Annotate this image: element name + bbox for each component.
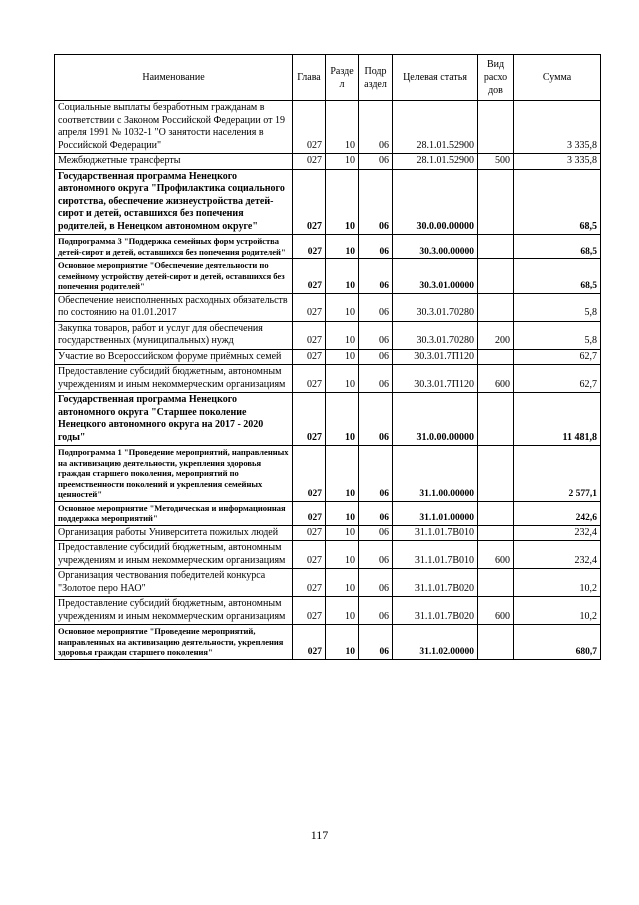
row-razdel: 10 [326, 541, 359, 569]
header-name: Наименование [55, 55, 293, 101]
row-sum: 10,2 [514, 597, 601, 625]
row-expense-type [478, 235, 514, 259]
row-target-article: 30.3.01.7П120 [393, 365, 478, 393]
row-razdel: 10 [326, 569, 359, 597]
row-razdel: 10 [326, 625, 359, 660]
header-podrazdel: Подр аздел [359, 55, 393, 101]
header-target-article: Целевая статья [393, 55, 478, 101]
row-razdel: 10 [326, 501, 359, 525]
row-expense-type: 500 [478, 154, 514, 170]
row-expense-type: 200 [478, 321, 514, 349]
row-podrazdel: 06 [359, 259, 393, 294]
row-name: Организация чествования победителей конкурса "Золотое перо НАО" [55, 569, 293, 597]
row-razdel: 10 [326, 154, 359, 170]
row-glava: 027 [293, 365, 326, 393]
row-name: Государственная программа Ненецкого автономного округа "Старшее поколение Ненецкого автономного округа на 2017 - 2020 годы" [55, 393, 293, 446]
row-expense-type [478, 501, 514, 525]
row-sum: 10,2 [514, 569, 601, 597]
row-razdel: 10 [326, 393, 359, 446]
row-name: Основное мероприятие "Обеспечение деятельности по семейному устройству детей-сирот и детей, оставшихся без попечения родителей" [55, 259, 293, 294]
row-name: Социальные выплаты безработным гражданам в соответствии с Законом Российской Федерации от 19 апреля 1991 № 1032-1 "О занятости населения в Российской Федерации" [55, 101, 293, 154]
row-target-article: 30.3.01.70280 [393, 293, 478, 321]
row-podrazdel: 06 [359, 525, 393, 541]
row-razdel: 10 [326, 169, 359, 235]
row-sum: 5,8 [514, 293, 601, 321]
row-glava: 027 [293, 625, 326, 660]
row-sum: 232,4 [514, 525, 601, 541]
row-podrazdel: 06 [359, 293, 393, 321]
table-row [55, 235, 601, 259]
row-podrazdel: 06 [359, 321, 393, 349]
row-glava: 027 [293, 541, 326, 569]
header-sum: Сумма [514, 55, 601, 101]
row-razdel: 10 [326, 259, 359, 294]
table-row [55, 625, 601, 660]
row-expense-type [478, 169, 514, 235]
table-row [55, 169, 601, 235]
row-sum: 68,5 [514, 259, 601, 294]
row-glava: 027 [293, 349, 326, 365]
row-name: Основное мероприятие "Методическая и информационная поддержка мероприятий" [55, 501, 293, 525]
row-podrazdel: 06 [359, 569, 393, 597]
row-sum: 68,5 [514, 169, 601, 235]
row-expense-type [478, 569, 514, 597]
row-name: Организация работы Университета пожилых людей [55, 525, 293, 541]
row-target-article: 28.1.01.52900 [393, 101, 478, 154]
row-razdel: 10 [326, 525, 359, 541]
header-row [55, 55, 601, 101]
row-glava: 027 [293, 101, 326, 154]
row-podrazdel: 06 [359, 235, 393, 259]
row-sum: 242,6 [514, 501, 601, 525]
row-podrazdel: 06 [359, 446, 393, 502]
table-row [55, 293, 601, 321]
row-expense-type: 600 [478, 597, 514, 625]
table-row [55, 393, 601, 446]
row-name: Государственная программа Ненецкого автономного округа "Профилактика социального сиротства, обеспечение жизнеустройства детей-сирот и детей, оставшихся без попечения родителей, в Ненецком автономном округе" [55, 169, 293, 235]
row-target-article: 31.1.01.00000 [393, 501, 478, 525]
row-name: Основное мероприятие "Проведение мероприятий, направленных на активизацию деятельности, укрепления здоровья граждан старшего поколения" [55, 625, 293, 660]
row-name: Подпрограмма 3 "Поддержка семейных форм устройства детей-сирот и детей, оставшихся без попечения родителей" [55, 235, 293, 259]
page-number: 117 [310, 828, 329, 842]
row-podrazdel: 06 [359, 365, 393, 393]
row-expense-type [478, 625, 514, 660]
row-expense-type: 600 [478, 365, 514, 393]
row-expense-type: 600 [478, 541, 514, 569]
row-target-article: 31.1.01.7В010 [393, 541, 478, 569]
budget-table [54, 54, 601, 660]
table-row [55, 597, 601, 625]
row-razdel: 10 [326, 597, 359, 625]
row-podrazdel: 06 [359, 169, 393, 235]
table-row [55, 525, 601, 541]
row-podrazdel: 06 [359, 625, 393, 660]
row-name: Участие во Всероссийском форуме приёмных семей [55, 349, 293, 365]
row-target-article: 30.0.00.00000 [393, 169, 478, 235]
row-target-article: 31.1.01.7В010 [393, 525, 478, 541]
row-glava: 027 [293, 293, 326, 321]
table-row [55, 541, 601, 569]
row-target-article: 31.1.01.7В020 [393, 569, 478, 597]
row-target-article: 30.3.01.70280 [393, 321, 478, 349]
row-podrazdel: 06 [359, 349, 393, 365]
table-row [55, 349, 601, 365]
row-podrazdel: 06 [359, 501, 393, 525]
table-row [55, 259, 601, 294]
row-glava: 027 [293, 169, 326, 235]
row-expense-type [478, 293, 514, 321]
row-target-article: 30.3.01.00000 [393, 259, 478, 294]
header-razdel: Разде л [326, 55, 359, 101]
row-name: Подпрограмма 1 "Проведение мероприятий, направленных на активизацию деятельности, укрепления здоровья граждан старшего поколения, мероприятий по преемственности поколений и укрепления семейных ценностей" [55, 446, 293, 502]
row-glava: 027 [293, 597, 326, 625]
row-glava: 027 [293, 501, 326, 525]
row-sum: 5,8 [514, 321, 601, 349]
row-razdel: 10 [326, 101, 359, 154]
row-glava: 027 [293, 393, 326, 446]
row-podrazdel: 06 [359, 541, 393, 569]
table-row [55, 154, 601, 170]
row-razdel: 10 [326, 235, 359, 259]
row-expense-type [478, 525, 514, 541]
row-glava: 027 [293, 154, 326, 170]
row-expense-type [478, 446, 514, 502]
row-razdel: 10 [326, 365, 359, 393]
row-name: Закупка товаров, работ и услуг для обеспечения государственных (муниципальных) нужд [55, 321, 293, 349]
row-glava: 027 [293, 525, 326, 541]
row-expense-type [478, 101, 514, 154]
row-sum: 3 335,8 [514, 101, 601, 154]
row-expense-type [478, 259, 514, 294]
row-name: Предоставление субсидий бюджетным, автономным учреждениям и иным некоммерческим организациям [55, 365, 293, 393]
row-target-article: 31.0.00.00000 [393, 393, 478, 446]
row-sum: 62,7 [514, 365, 601, 393]
table-row [55, 446, 601, 502]
row-podrazdel: 06 [359, 154, 393, 170]
row-podrazdel: 06 [359, 393, 393, 446]
table-row [55, 321, 601, 349]
row-sum: 2 577,1 [514, 446, 601, 502]
row-expense-type [478, 349, 514, 365]
row-glava: 027 [293, 569, 326, 597]
row-glava: 027 [293, 235, 326, 259]
header-expense-type: Вид расхо дов [478, 55, 514, 101]
row-target-article: 31.1.00.00000 [393, 446, 478, 502]
header-glava: Глава [293, 55, 326, 101]
row-sum: 232,4 [514, 541, 601, 569]
row-target-article: 30.3.01.7П120 [393, 349, 478, 365]
row-target-article: 28.1.01.52900 [393, 154, 478, 170]
row-razdel: 10 [326, 293, 359, 321]
row-podrazdel: 06 [359, 101, 393, 154]
row-glava: 027 [293, 321, 326, 349]
row-name: Обеспечение неисполненных расходных обязательств по состоянию на 01.01.2017 [55, 293, 293, 321]
row-expense-type [478, 393, 514, 446]
row-razdel: 10 [326, 446, 359, 502]
row-sum: 68,5 [514, 235, 601, 259]
row-glava: 027 [293, 259, 326, 294]
table-row [55, 101, 601, 154]
row-target-article: 31.1.01.7В020 [393, 597, 478, 625]
row-name: Межбюджетные трансферты [55, 154, 293, 170]
row-sum: 62,7 [514, 349, 601, 365]
row-glava: 027 [293, 446, 326, 502]
table-row [55, 365, 601, 393]
table-row [55, 501, 601, 525]
row-sum: 3 335,8 [514, 154, 601, 170]
row-sum: 680,7 [514, 625, 601, 660]
table-row [55, 569, 601, 597]
row-name: Предоставление субсидий бюджетным, автономным учреждениям и иным некоммерческим организациям [55, 597, 293, 625]
row-razdel: 10 [326, 321, 359, 349]
row-target-article: 30.3.00.00000 [393, 235, 478, 259]
row-target-article: 31.1.02.00000 [393, 625, 478, 660]
row-podrazdel: 06 [359, 597, 393, 625]
row-name: Предоставление субсидий бюджетным, автономным учреждениям и иным некоммерческим организациям [55, 541, 293, 569]
row-razdel: 10 [326, 349, 359, 365]
row-sum: 11 481,8 [514, 393, 601, 446]
